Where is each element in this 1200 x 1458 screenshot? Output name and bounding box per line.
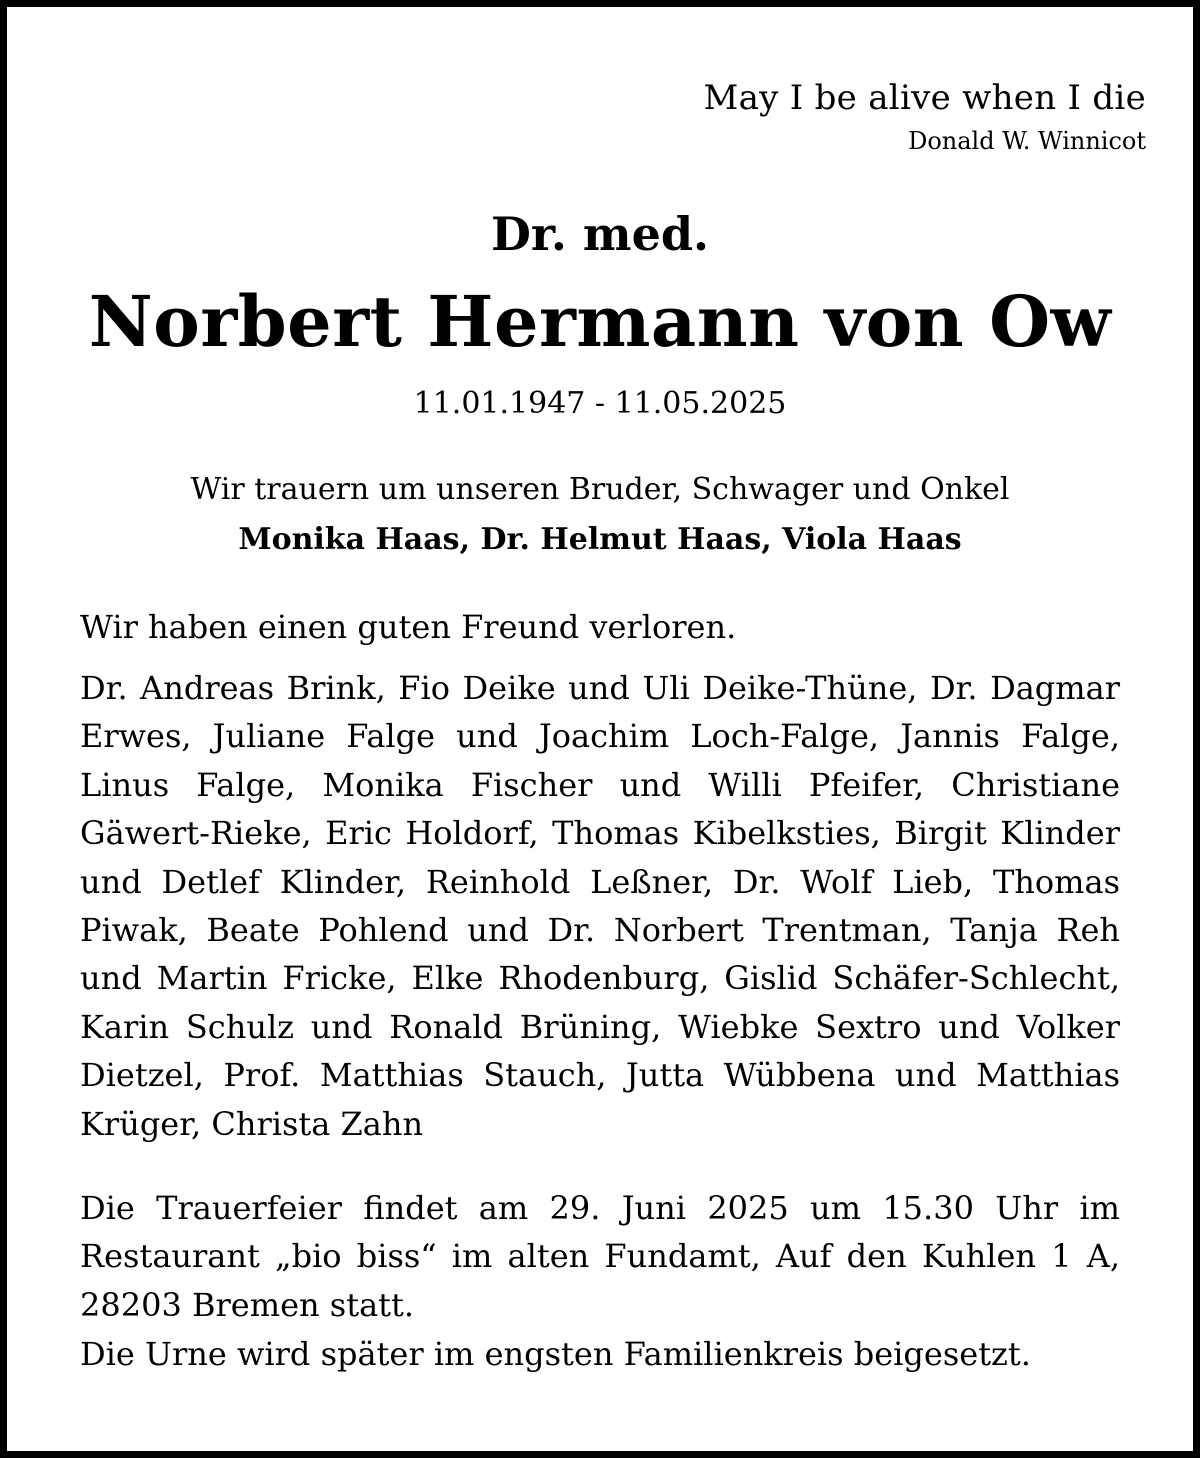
ceremony-details: Die Trauerfeier findet am 29. Juni 2025 um 15.30 Uhr im Restaurant „bio biss“ im alten Fundamt, Auf den Kuhlen 1 A, 28203 Bremen statt. bbox=[80, 1189, 1120, 1324]
urn-burial-note: Die Urne wird später im engsten Familienkreis beigesetzt. bbox=[80, 1335, 1031, 1373]
epigraph bbox=[703, 76, 1146, 158]
friends-list: Dr. Andreas Brink, Fio Deike und Uli Deike-Thüne, Dr. Dagmar Erwes, Juliane Falge und Joachim Loch-Falge, Jannis Falge, Linus Falge, Monika Fischer und Willi Pfeifer, Christiane Gäwert-Rieke, Eric Holdorf, Thomas Kibelksties, Birgit Klinder und Detlef Klinder, Reinhold Leßner, Dr. Wolf Lieb, Thomas Piwak, Beate Pohlend und Dr. Norbert Trentman, Tanja Reh und Martin Fricke, Elke Rhodenburg, Gislid Schäfer-Schlecht, Karin Schulz und Ronald Brüning, Wiebke Sextro und Volker Dietzel, Prof. Matthias Stauch, Jutta Wübbena und Matthias Krüger, Christa Zahn bbox=[80, 669, 1120, 1143]
family-mourning-line: Wir trauern um unseren Bruder, Schwager und Onkel bbox=[190, 472, 1010, 507]
title-prefix: Dr. med. bbox=[490, 207, 710, 261]
friends-intro: Wir haben einen guten Freund verloren. bbox=[80, 608, 737, 646]
deceased-name: Norbert Hermann von Ow bbox=[88, 280, 1112, 363]
quote-text: May I be alive when I die bbox=[703, 78, 1146, 118]
quote-author: Donald W. Winnicot bbox=[908, 127, 1146, 155]
family-names: Monika Haas, Dr. Helmut Haas, Viola Haas bbox=[238, 522, 962, 557]
life-dates: 11.01.1947 - 11.05.2025 bbox=[413, 386, 787, 421]
